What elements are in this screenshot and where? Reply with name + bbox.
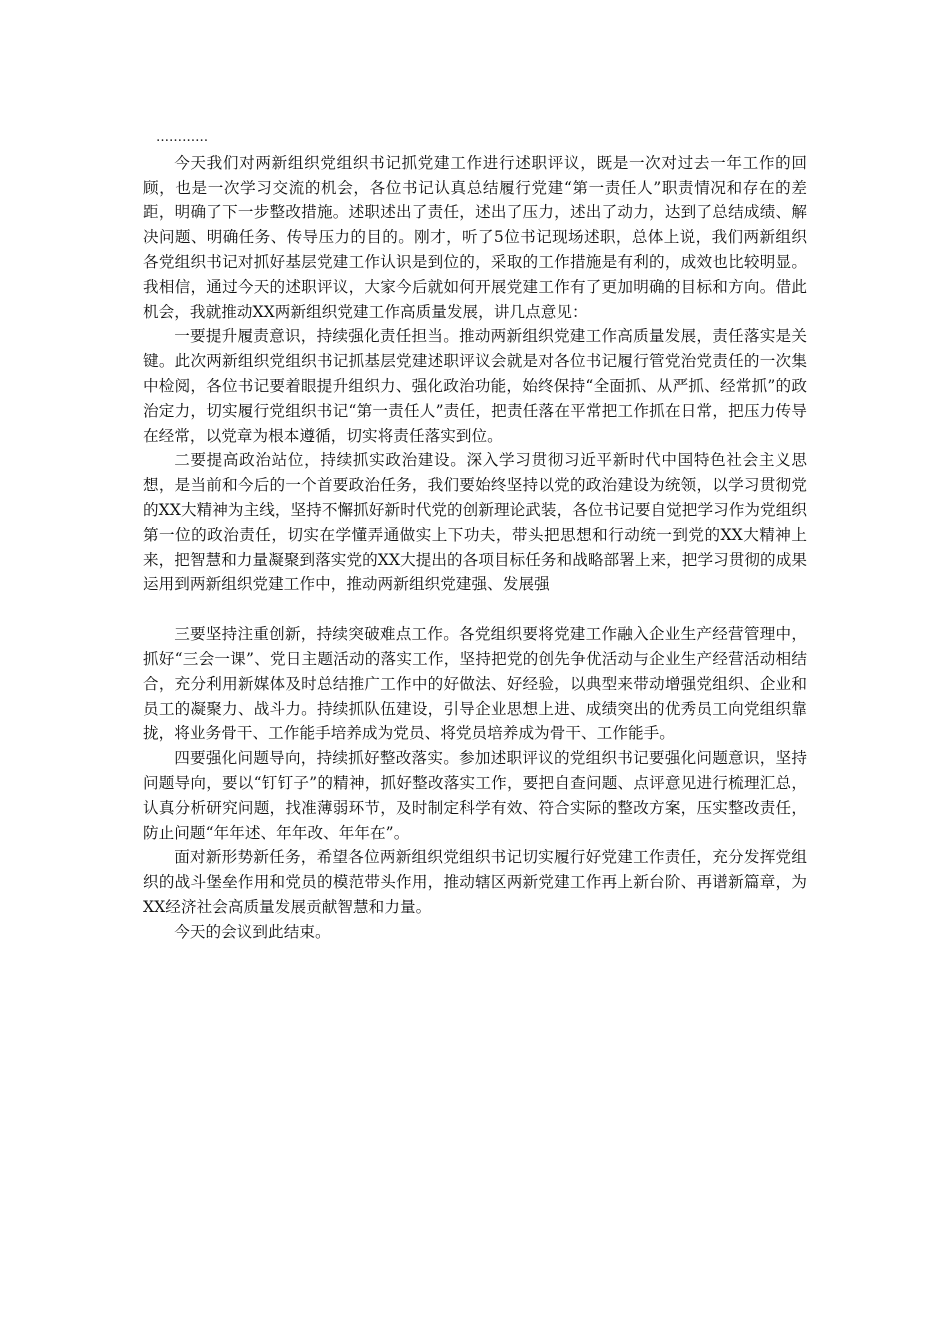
paragraph-closing-hope: 面对新形势新任务，希望各位两新组织党组织书记切实履行好党建工作责任，充分发挥党组织的战斗堡垒作用和党员的模范带头作用，推动辖区两新党建工作再上新台阶、再谱新篇章，为XX经济社会高质量发展贡献智慧和力量。: [143, 848, 807, 916]
paragraph-point-four: 四要强化问题导向，持续抓好整改落实。参加述职评议的党组织书记要强化问题意识，坚持问题导向，要以“钉钉子”的精神，抓好整改落实工作，要把自查问题、点评意见进行梳理汇总，认真分析研究问题，找准薄弱环节，及时制定科学有效、符合实际的整改方案，压实整改责任，防止问题“年年述、年年改、年年在”。: [143, 749, 807, 842]
paragraph-gap: [143, 597, 807, 622]
paragraph-point-one: 一要提升履责意识，持续强化责任担当。推动两新组织党建工作高质量发展，责任落实是关键。此次两新组织党组织书记抓基层党建述职评议会就是对各位书记履行管党治党责任的一次集中检阅，各位书记要着眼提升组织力、强化政治功能，始终保持“全面抓、从严抓、经常抓”的政治定力，切实履行党组织书记“第一责任人”责任，把责任落在平常把工作抓在日常，把压力传导在经常，以党章为根本遵循，切实将责任落实到位。: [143, 327, 807, 445]
paragraph-meeting-end: 今天的会议到此结束。: [174, 922, 331, 941]
leading-dots: …………: [156, 130, 209, 145]
paragraph-point-two: 二要提高政治站位，持续抓实政治建设。深入学习贯彻习近平新时代中国特色社会主义思想，是当前和今后的一个首要政治任务，我们要始终坚持以党的政治建设为统领，以学习贯彻党的XX大精神为主线，坚持不懈抓好新时代党的创新理论武装，各位书记要自觉把学习作为党组织第一位的政治责任，切实在学懂弄通做实上下功夫，带头把思想和行动统一到党的XX大精神上来，把智慧和力量凝聚到落实党的XX大提出的各项目标任务和战略部署上来，把学习贯彻的成果运用到两新组织党建工作中，推动两新组织党建强、发展强: [143, 451, 807, 594]
paragraph-point-three: 三要坚持注重创新，持续突破难点工作。各党组织要将党建工作融入企业生产经营管理中，抓好“三会一课”、党日主题活动的落实工作，坚持把党的创先争优活动与企业生产经营活动相结合，充分利用新媒体及时总结推广工作中的好做法、好经验，以典型来带动增强党组织、企业和员工的凝聚力、战斗力。持续抓队伍建设，引导企业思想上进、成绩突出的优秀员工向党组织靠拢，将业务骨干、工作能手培养成为党员、将党员培养成为骨干、工作能手。: [143, 625, 807, 743]
document-page: [143, 126, 807, 945]
paragraph-opening: 今天我们对两新组织党组织书记抓党建工作进行述职评议，既是一次对过去一年工作的回顾，也是一次学习交流的机会，各位书记认真总结履行党建“第一责任人”职责情况和存在的差距，明确了下一步整改措施。述职述出了责任，述出了压力，述出了动力，达到了总结成绩、解决问题、明确任务、传导压力的目的。刚才，听了5位书记现场述职，总体上说，我们两新组织各党组织书记对抓好基层党建工作认识是到位的，采取的工作措施是有利的，成效也比较明显。我相信，通过今天的述职评议，大家今后就如何开展党建工作有了更加明确的目标和方向。借此机会，我就推动XX两新组织党建工作高质量发展，讲几点意见：: [143, 153, 807, 321]
